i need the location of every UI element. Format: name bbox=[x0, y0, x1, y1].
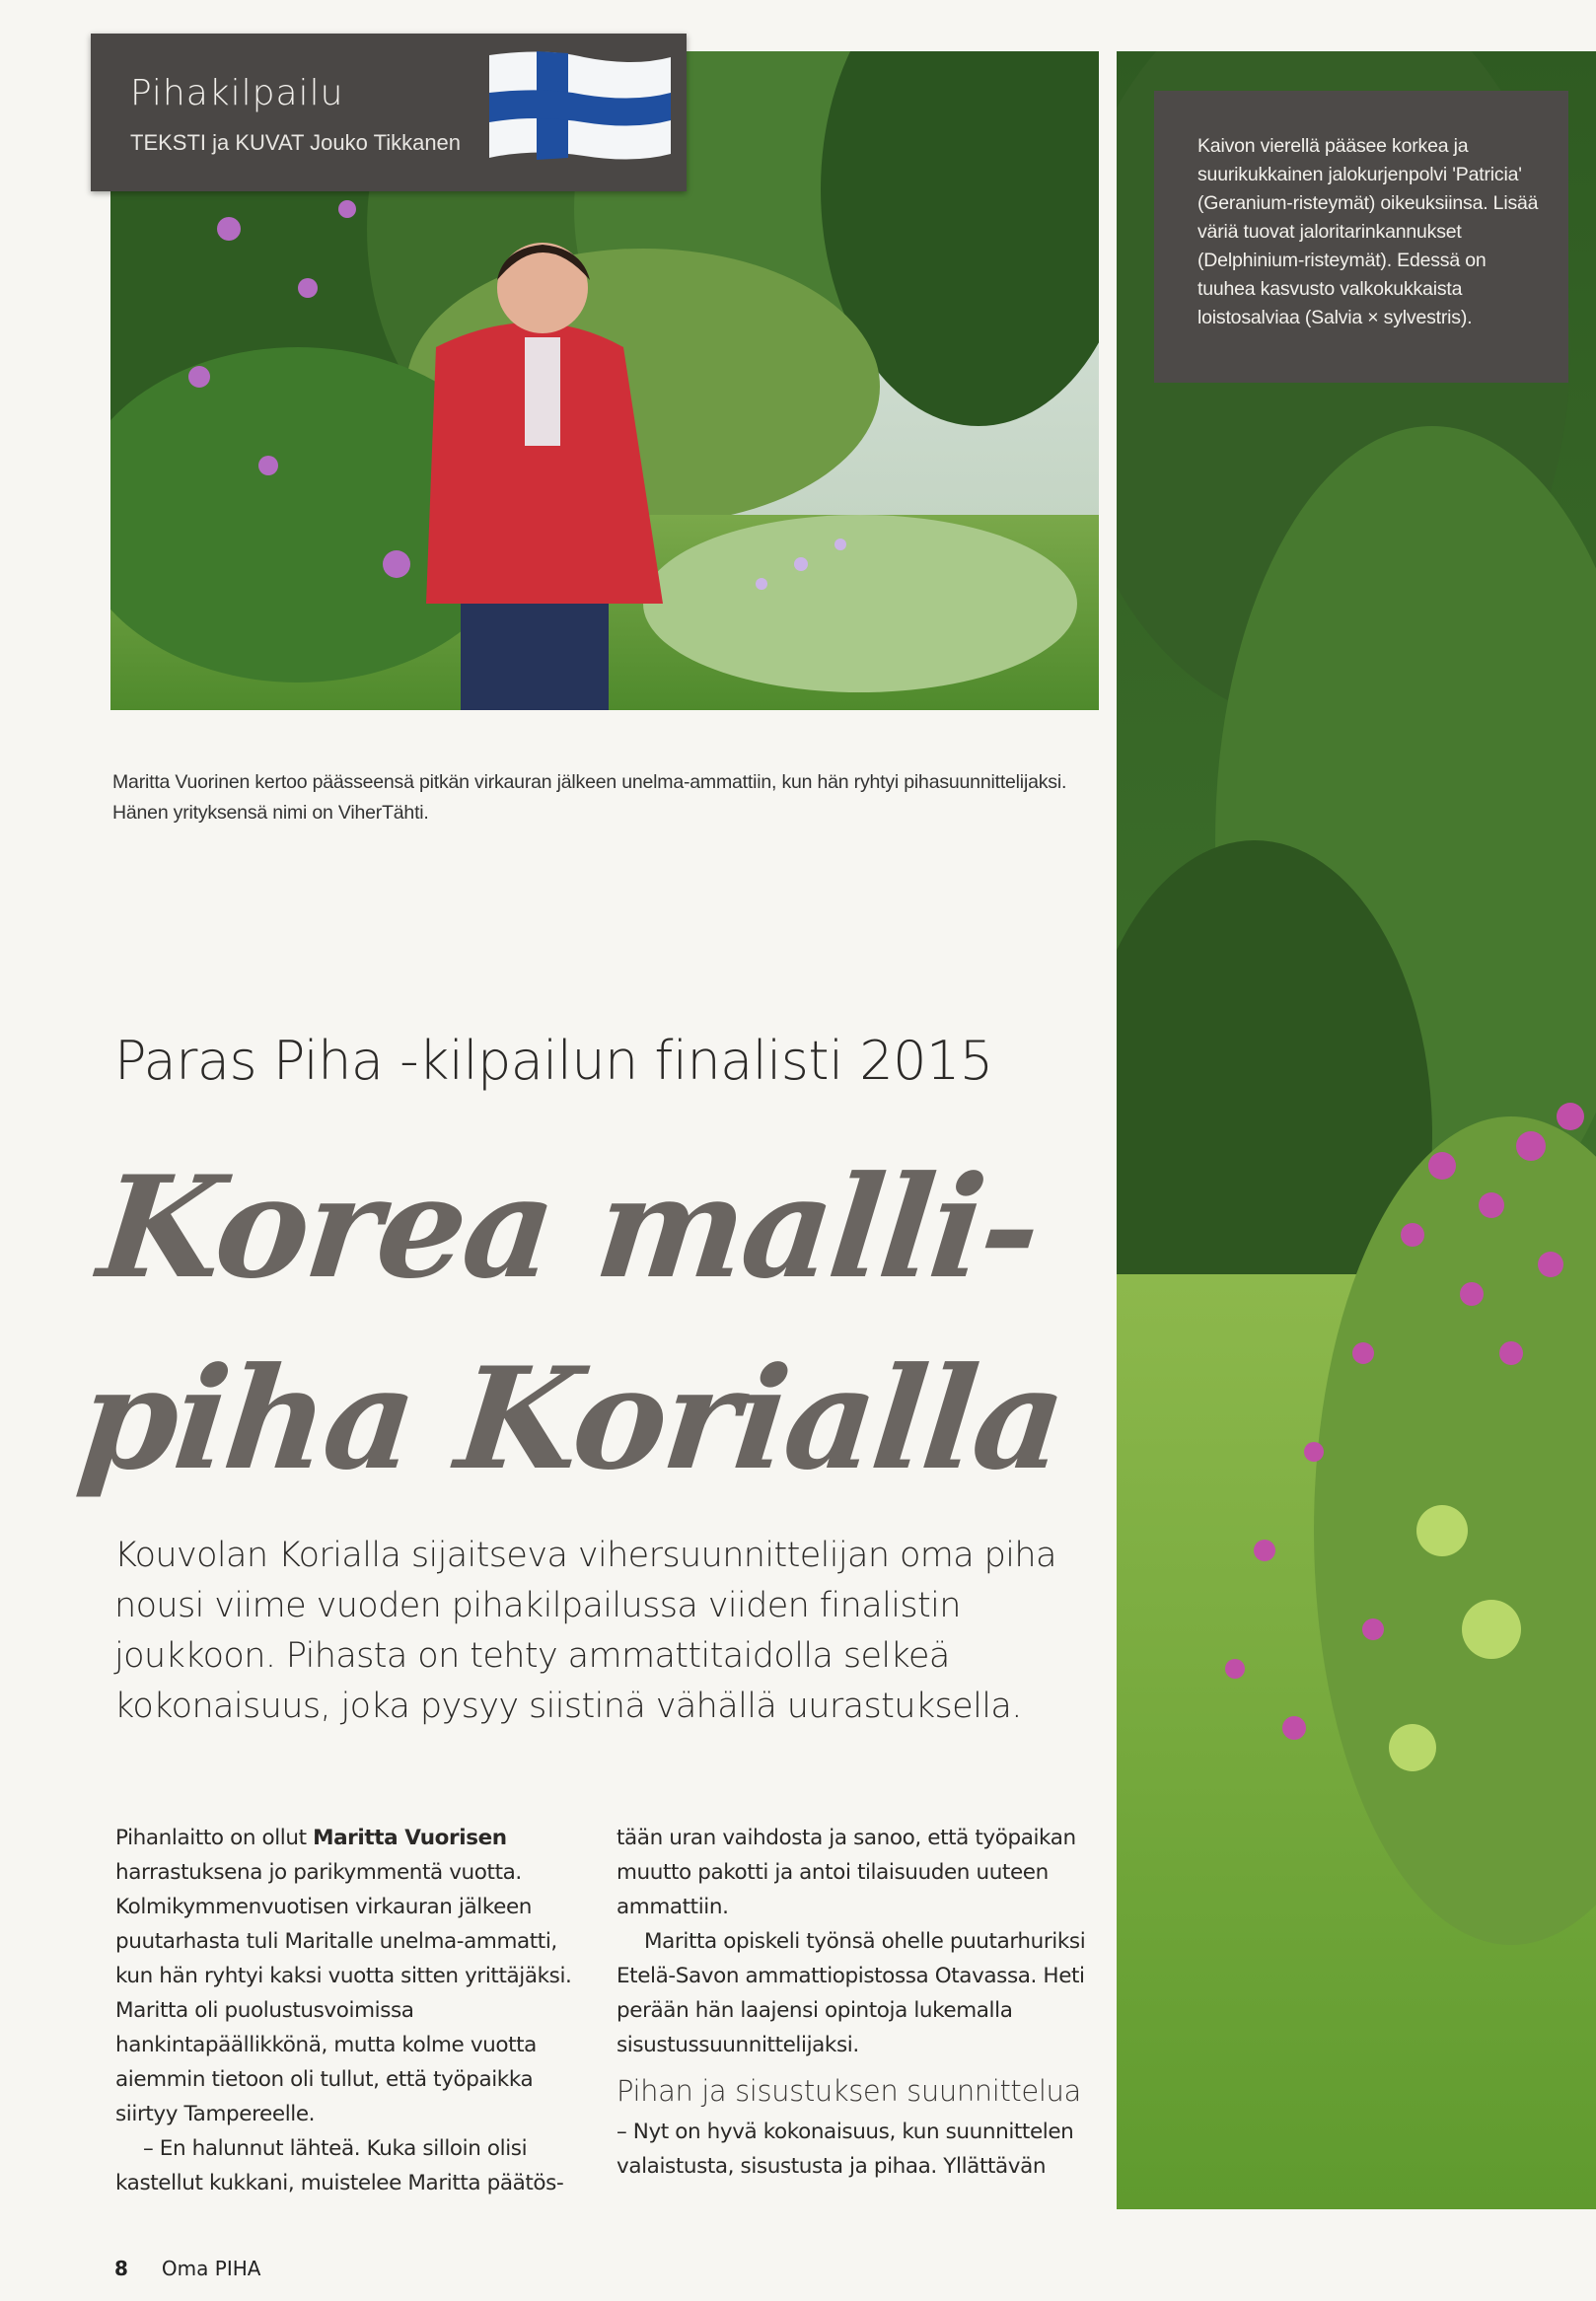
body-column-2 bbox=[617, 1821, 1090, 2184]
page-footer bbox=[114, 2257, 260, 2280]
lead-paragraph: Kouvolan Korialla sijaitseva vihersuunnittelijan oma piha nousi viime vuoden pihakilpailussa viiden finalistin joukkoon. Pihasta on tehty ammattitaidolla selkeä kokonaisuus, joka pysyy siistinä vähällä uurastuksella. bbox=[114, 1536, 1056, 1726]
right-photo-caption: Kaivon vierellä pääsee korkea ja suurikukkainen jalokurjenpolvi 'Patricia' (Geranium-risteymät) oikeuksiinsa. Lisää väriä tuovat jaloritarinkannukset (Delphinium-risteymät). Edessä on tuuhea kasvusto valkokukkaista loistosalviaa (Salvia × sylvestris). bbox=[1197, 135, 1539, 328]
section-header-box bbox=[91, 34, 687, 191]
title-line-2: piha Korialla bbox=[72, 1337, 1071, 1501]
section-name: Pihakilpailu bbox=[130, 73, 344, 113]
top-photo-caption: Maritta Vuorinen kertoo päässeensä pitkän virkauran jälkeen unelma-ammattiin, kun hän ryhtyi pihasuunnittelijaksi. Hänen yrityksensä nimi on ViherTähti. bbox=[112, 771, 1067, 824]
body-text: Pihanlaitto on ollut bbox=[115, 1826, 314, 1850]
magazine-name: Oma PIHA bbox=[161, 2257, 261, 2280]
person-name: Maritta Vuorisen bbox=[313, 1826, 507, 1850]
article-title bbox=[71, 1132, 1137, 1515]
finnish-flag-icon bbox=[485, 47, 675, 166]
body-text: harrastuksena jo parikymmentä vuotta. Kolmikymmenvuotisen virkauran jälkeen puutarhasta tuli Maritalle unelma-ammatti, kun hän ryhtyi kaksi vuotta sitten yrittäjäksi. Maritta oli puolustusvoimissa hankintapäällikkönä, mutta kolme vuotta aiemmin tietoon oli tullut, että työpaikka siirtyy Tampereelle. bbox=[115, 1860, 572, 2126]
subheading: Pihan ja sisustuksen suunnittelua bbox=[617, 2074, 1081, 2108]
body-paragraph bbox=[115, 1821, 589, 2131]
credits: TEKSTI ja KUVAT Jouko Tikkanen bbox=[130, 130, 462, 155]
body-column-1 bbox=[115, 1821, 589, 2200]
right-photo-caption-box bbox=[1154, 91, 1568, 383]
kicker-headline: Paras Piha -kilpailun finalisti 2015 bbox=[114, 1030, 993, 1092]
body-paragraph: – En halunnut lähteä. Kuka silloin olisi kastellut kukkani, muistelee Maritta päätös- bbox=[115, 2136, 564, 2195]
title-line-1: Korea malli- bbox=[92, 1146, 1046, 1310]
body-paragraph: – Nyt on hyvä kokonaisuus, kun suunnittelen valaistusta, sisustusta ja pihaa. Yllättävän bbox=[617, 2120, 1074, 2179]
body-paragraph: tään uran vaihdosta ja sanoo, että työpaikan muutto pakotti ja antoi tilaisuuden uuteen ammattiin. bbox=[617, 1826, 1076, 1919]
page-number: 8 bbox=[114, 2257, 128, 2280]
body-paragraph: Maritta opiskeli työnsä ohelle puutarhuriksi Etelä-Savon ammattiopistossa Otavassa. Heti perään hän laajensi opintoja lukemalla sisustussuunnittelijaksi. bbox=[617, 1929, 1086, 2057]
